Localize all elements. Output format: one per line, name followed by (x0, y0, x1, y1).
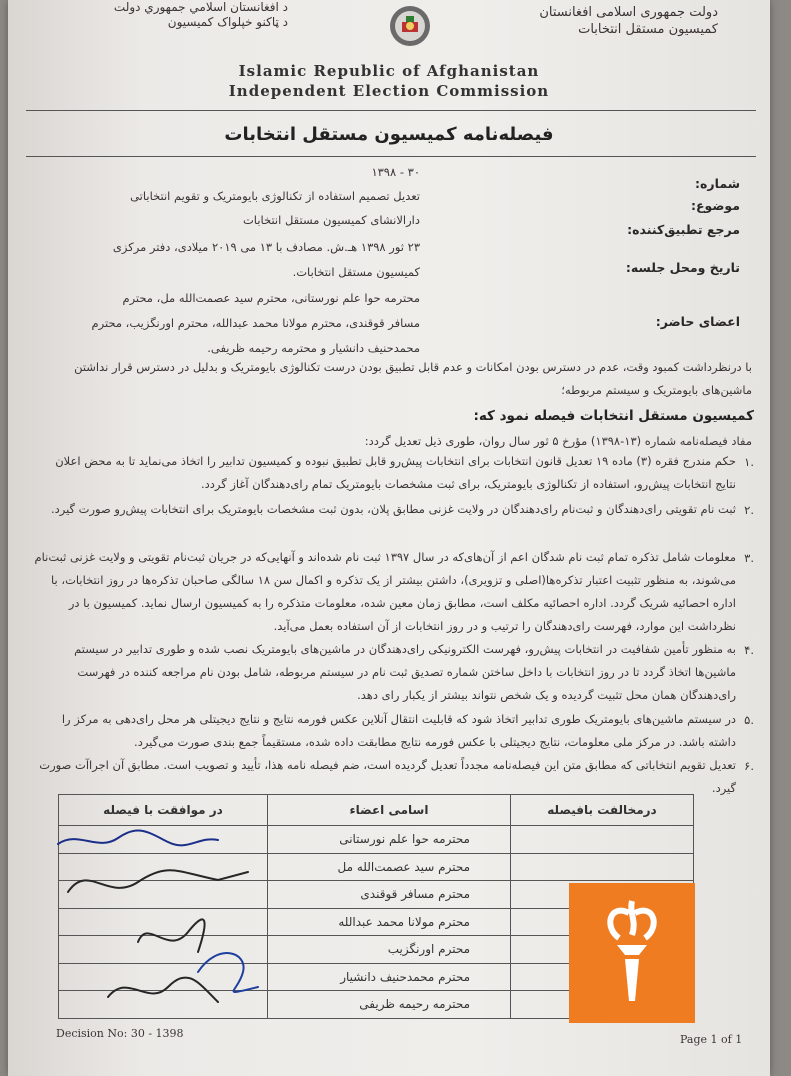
member-name: محترم اورنگزیب (268, 936, 511, 964)
number-value: ۳۰ - ۱۳۹۸ (371, 165, 420, 179)
signature-1 (58, 830, 218, 845)
item-number: ۵. (744, 713, 754, 727)
decision-intro: مفاد فیصله‌نامه شماره (۱۳-۱۳۹۸) مؤرخ ۵ ثور سال روان، طوری ذیل تعدیل گردد: (364, 434, 752, 448)
date-place-value: ۲۳ ثور ۱۳۹۸ هـ.ش. مصادف با ۱۳ می ۲۰۱۹ میلادی، دفتر مرکزی کمیسیون مستقل انتخابات. (112, 240, 420, 279)
member-name: محترم محمدحنیف دانشیار (268, 963, 511, 991)
decision-heading: کمیسیون مستقل انتخابات فیصله نمود که: (473, 408, 754, 424)
header-dari (539, 4, 718, 38)
decision-number-footer: Decision No: 30 - 1398 (56, 1027, 184, 1040)
header-dari-line2: کمیسیون مستقل انتخابات (578, 22, 718, 37)
members-present-label: اعضای حاضر: (655, 314, 740, 329)
col-header-members: اسامی اعضاء (268, 795, 511, 826)
member-name: محترمه حوا علم نورستانی (268, 826, 511, 854)
commission-emblem-icon (380, 2, 440, 52)
header-pashto-line1: د افغانستان اسلامي جمهوري دولت (113, 0, 288, 14)
decision-item: ثبت نام تقویتی رای‌دهندگان و ثبت‌نام رای‌دهندگان در ولایت غزنی مطابق پلان، بدون ثبت مشخصات بایومتریک برای انتخابات پیش‌رو صورت گیرد. (50, 502, 736, 516)
item-number: ۴. (744, 643, 754, 657)
header-english-line1: Islamic Republic of Afghanistan (238, 62, 540, 80)
decision-item: به منظور تأمین شفافیت در انتخابات پیش‌رو، فهرست الکترونیکی رای‌دهندگان در ماشین‌های بایومتریک نصب شده و طوری تدابیر در سیستم ماشین‌ها اتخاذ گردد تا در روز انتخابات با داخل ساختن شماره تصدیق ثبت نام در سیستم مربوطه، شامل بودن نام مراجعه کننده در فهرست رای‌دهندگان همان محل تثبیت گردیده و یک شخص نتواند بیشتر از یکبار رای دهد. (74, 642, 736, 702)
header-pashto (68, 0, 288, 30)
against-cell (511, 826, 694, 854)
member-name: محترمه رحیمه ظریفی (268, 991, 511, 1019)
page-number-footer: Page 1 of 1 (680, 1033, 743, 1046)
against-cell (511, 853, 694, 881)
header-pashto-line2: د ټاکنو خپلواک کمیسیون (167, 15, 288, 29)
signature-3 (138, 919, 205, 952)
members-present-value: محترمه حوا علم نورستانی، محترم سید عصمت‌الله مل، محترم مسافر قوقندی، محترم مولانا محمد عبدالله، محترم اورنگزیب، محترم محمدحنیف دانشیار و محترمه رحیمه ظریفی. (91, 291, 420, 355)
authority-label: مرجع تطبیق‌کننده: (627, 222, 740, 237)
member-signatures (48, 822, 288, 1022)
signature-4 (198, 953, 258, 992)
rfe-rl-torch-logo-icon (569, 883, 695, 1023)
col-header-in-favor: در موافقت با فیصله (59, 795, 268, 826)
header-english-line2: Independent Election Commission (228, 82, 550, 100)
preamble: با درنظرداشت کمبود وقت، عدم در دسترس بودن امکانات و عدم قابل تطبیق بودن درست تکنالوژی بایومتریک و بدلیل در دسترس قرار نداشتن ماشین‌های بایومتریک و سیستم مربوطه؛ (74, 360, 752, 397)
decision-item: تعدیل تقویم انتخاباتی که مطابق متن این فیصله‌نامه مجدداً تعدیل گردیده است، ضم فیصله نامه هذا، تأیید و تصویب است. مطابق آن اجراآت صورت گیرد. (39, 758, 736, 795)
subject-value: تعدیل تصمیم استفاده از تکنالوژی بایومتریک و تقویم انتخاباتی (130, 189, 420, 203)
signature-5 (108, 978, 218, 1002)
member-name: محترم مولانا محمد عبدالله (268, 908, 511, 936)
document-title: فیصله‌نامه کمیسیون مستقل انتخابات (224, 124, 554, 145)
item-number: ۱. (744, 455, 754, 469)
table-header-row (59, 795, 694, 826)
item-number: ۳. (744, 551, 754, 565)
member-name: محترم مسافر قوقندی (268, 881, 511, 909)
col-header-against: درمخالفت بافیصله (511, 795, 694, 826)
item-number: ۶. (744, 759, 754, 773)
title-divider (26, 156, 756, 157)
header-dari-line1: دولت جمهوری اسلامی افغانستان (539, 5, 718, 20)
date-place-label: تاریخ ومحل جلسه: (625, 260, 740, 275)
number-label: شماره: (695, 176, 740, 191)
signature-2 (68, 870, 248, 892)
subject-label: موضوع: (690, 198, 740, 213)
decision-item: حکم مندرج فقره (۳) ماده ۱۹ تعدیل قانون انتخابات برای انتخابات پیش‌رو قابل تطبیق نبوده و کمیسیون تدابیر را اتخاذ می‌نماید تا به محض اعلان نتایج انتخابات پیش‌رو، استفاده از تکنالوژی بایومتریک، برای ثبت مشخصات بایومتریک تمام رای‌دهندگان آغاز گردد. (55, 454, 736, 491)
member-name: محترم سید عصمت‌الله مل (268, 853, 511, 881)
item-number: ۲. (744, 503, 754, 517)
decision-item: در سیستم ماشین‌های بایومتریک طوری تدابیر اتخاذ شود که قابلیت انتقال آنلاین عکس فورمه نتایج و نتایج دیجیتلی هر محل رای‌دهی به مرکز را داشته باشد. در مرکز ملی معلومات، نتایج دیجیتلی با عکس فورمه نتایج مطابقت داده شده، مستقیماً جمع بندی صورت می‌گیرد. (61, 712, 736, 749)
header-divider (26, 110, 756, 111)
authority-value: دارالانشای کمیسیون مستقل انتخابات (242, 213, 420, 227)
decision-item: معلومات شامل تذکره تمام ثبت نام شدگان اعم از آن‌های‌که در سال ۱۳۹۷ ثبت نام شده‌اند و آنهایی‌که در جریان ثبت‌نام تقویتی و ولایت غزنی ثبت‌نام می‌شوند، به منظور تثبیت اعتبار تذکره‌ها(اصلی و تزویری)، داشتن بیشتر از یک تذکره و اکمال سن ۱۸ سالگی صاحبان تذکره‌ها در روز انتخابات، با اداره احصائیه شریک گردد. اداره احصائیه مکلف است، مطابق زمان معین شده، معلومات متذکره را به کمیسیون ارسال نماید. کمیسیون با در نظرداشت این موارد، فهرست رای‌دهندگان را ترتیب و در روز انتخابات از آن استفاده بعمل می‌آید. (34, 550, 736, 633)
